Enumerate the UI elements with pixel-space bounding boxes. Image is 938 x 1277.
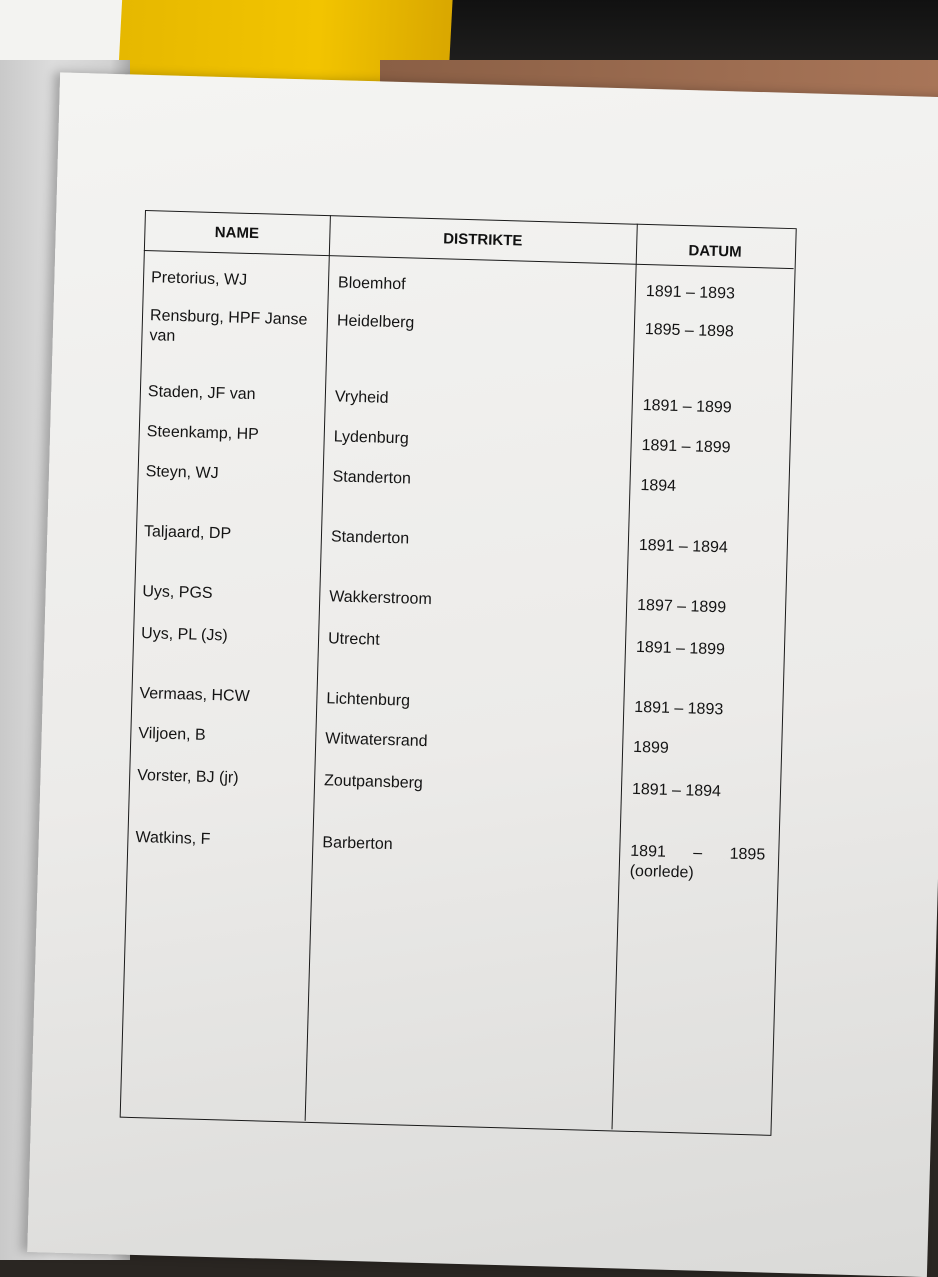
cell-name: Pretorius, WJ bbox=[150, 269, 248, 289]
cell-name: Uys, PGS bbox=[142, 583, 213, 603]
cell-district: Barberton bbox=[322, 834, 393, 854]
cell-name: Vorster, BJ (jr) bbox=[136, 767, 239, 787]
cell-district: Wakkerstroom bbox=[329, 588, 433, 609]
table-frame bbox=[120, 210, 797, 1136]
header-district: DISTRIKTE bbox=[442, 229, 523, 250]
cell-district: Vryheid bbox=[334, 388, 389, 407]
cell-date: 1899 bbox=[632, 738, 670, 757]
cell-date: 1891 – 1893 bbox=[645, 283, 736, 303]
cell-district: Utrecht bbox=[327, 630, 380, 649]
cell-name: Steenkamp, HP bbox=[146, 423, 260, 444]
cell-district: Zoutpansberg bbox=[323, 772, 424, 792]
cell-name: Staden, JF van bbox=[147, 383, 256, 404]
header-date: DATUM bbox=[688, 241, 742, 261]
cell-date: 1891 – 1899 bbox=[642, 396, 732, 417]
cell-date: 1891 – 1899 bbox=[635, 638, 726, 659]
cell-district: Bloemhof bbox=[337, 274, 406, 294]
cell-date: 1894 bbox=[640, 476, 677, 495]
cell-date: 1897 – 1899 bbox=[636, 596, 727, 617]
cell-district: Heidelberg bbox=[336, 312, 415, 332]
cell-date: 1891 – 1895 (oorlede) bbox=[629, 842, 766, 882]
cell-district: Standerton bbox=[330, 528, 410, 548]
cell-name: Rensburg, HPF Janse van bbox=[149, 307, 308, 345]
register-table bbox=[120, 210, 825, 1139]
cell-date: 1895 – 1898 bbox=[644, 321, 735, 341]
cell-date: 1891 – 1894 bbox=[638, 536, 729, 557]
cell-date: 1891 – 1893 bbox=[634, 698, 724, 719]
cell-date: 1891 – 1899 bbox=[641, 436, 731, 457]
cell-district: Lydenburg bbox=[333, 428, 409, 448]
cell-name: Taljaard, DP bbox=[143, 523, 232, 543]
cell-name: Vermaas, HCW bbox=[139, 685, 250, 706]
cell-district: Witwatersrand bbox=[325, 730, 428, 751]
cell-name: Uys, PL (Js) bbox=[140, 625, 228, 645]
cell-name: Viljoen, B bbox=[138, 725, 206, 744]
cell-date: 1891 – 1894 bbox=[631, 780, 722, 801]
cell-name: Watkins, F bbox=[135, 828, 211, 849]
cell-district: Standerton bbox=[332, 468, 412, 488]
cell-name: Steyn, WJ bbox=[145, 463, 219, 483]
header-name: NAME bbox=[214, 223, 260, 242]
cell-district: Lichtenburg bbox=[326, 690, 411, 710]
